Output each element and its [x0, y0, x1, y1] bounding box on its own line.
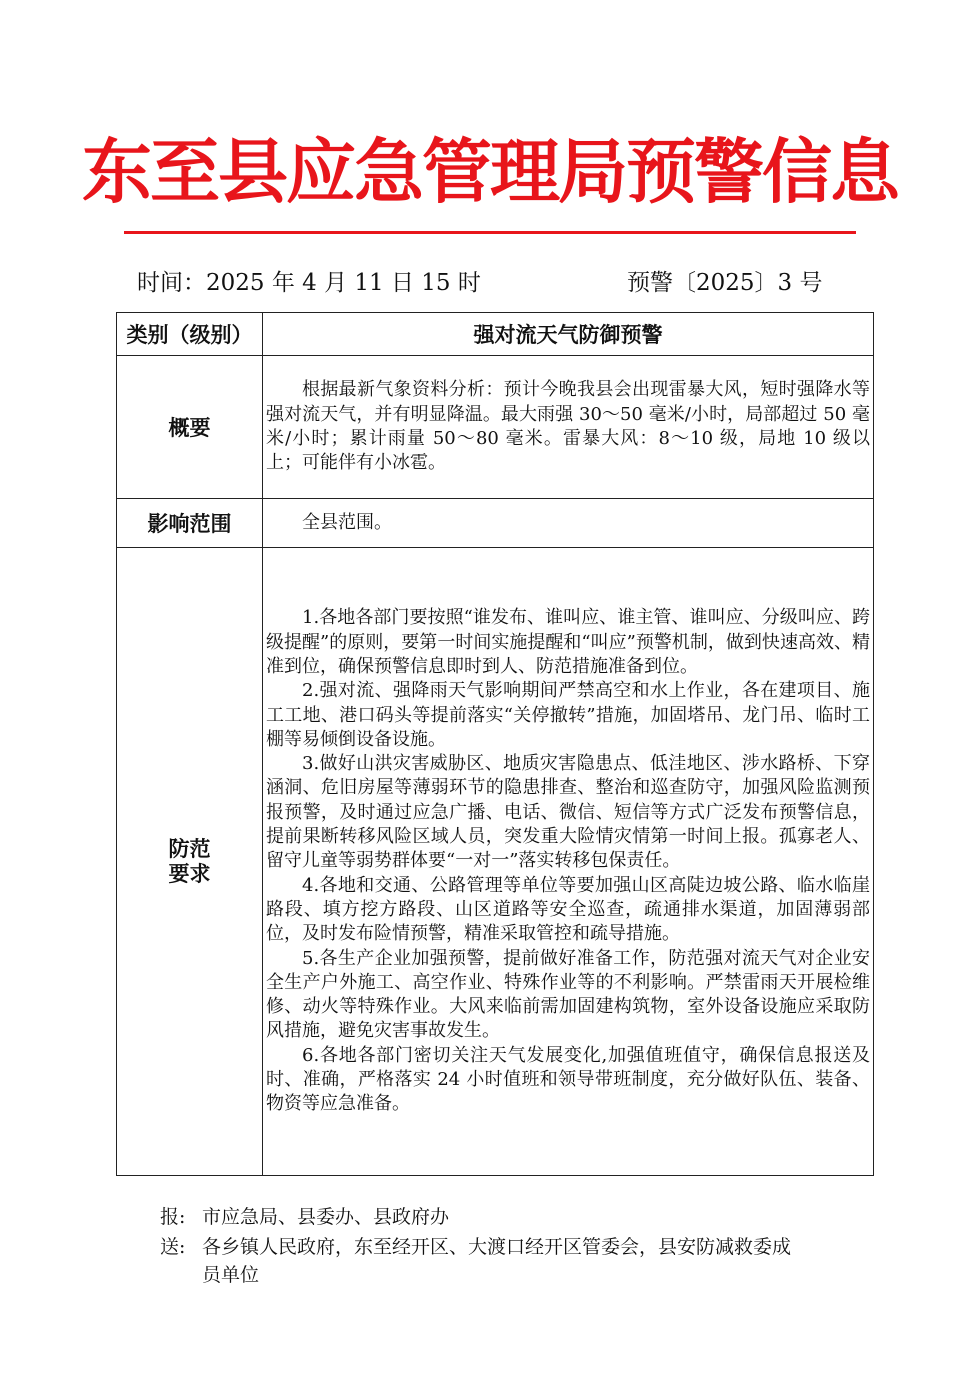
requirements-label-line1: 防范	[168, 836, 211, 861]
requirements-label-line2: 要求	[168, 861, 211, 886]
category-label: 类别（级别）	[117, 313, 263, 356]
title-underline	[124, 231, 856, 234]
warning-title: 强对流天气防御预警	[263, 313, 874, 356]
requirement-item: 4.各地和交通、公路管理等单位等要加强山区高陡边坡公路、临水临崖路段、填方挖方路段、山区道路等安全巡查，疏通排水渠道，加固薄弱部位，及时发布险情预警，精准采取管控和疏导措施。	[266, 874, 870, 945]
requirement-item: 2.强对流、强降雨天气影响期间严禁高空和水上作业，各在建项目、施工工地、港口码头等提前落实“关停撤转”措施，加固塔吊、龙门吊、临时工棚等易倾倒设备设施。	[266, 680, 870, 750]
requirement-item: 5.各生产企业加强预警，提前做好准备工作，防范强对流天气对企业安全生产户外施工、高空作业、特殊作业等的不利影响。严禁雷雨天开展检维修、动火等特殊作业。大风来临前需加固建构筑物，室外设备设施应采取防风措施，避免灾害事故发生。	[266, 947, 870, 1042]
report-to-line	[160, 1203, 449, 1231]
warning-table	[116, 312, 874, 1176]
document-title: 东至县应急管理局预警信息	[82, 131, 898, 213]
requirement-item: 6.各地各部门密切关注天气发展变化,加强值班值守，确保信息报送及时、准确，严格落实 24 小时值班和领导带班制度，充分做好队伍、装备、物资等应急准备。	[266, 1044, 870, 1115]
requirements-cell	[263, 548, 874, 1176]
issue-time: 时间：2025 年 4 月 11 日 15 时	[137, 270, 481, 296]
scope-label: 影响范围	[117, 499, 263, 548]
requirements-label	[117, 548, 263, 1176]
document-number: 预警〔2025〕3 号	[627, 270, 823, 296]
send-key: 送:	[160, 1236, 186, 1258]
summary-label: 概要	[117, 356, 263, 499]
requirement-item: 1.各地各部门要按照“谁发布、谁叫应、谁主管、谁叫应、分级叫应、跨级提醒”的原则，要第一时间实施提醒和“叫应”预警机制，做到快速高效、精准到位，确保预警信息即时到人、防范措施准备到位。	[266, 607, 870, 677]
send-to-line	[160, 1233, 791, 1289]
summary-text-cell	[263, 356, 874, 499]
summary-row	[117, 356, 874, 499]
send-recipients-line1: 各乡镇人民政府，东至经开区、大渡口经开区管委会，县安防减救委成	[202, 1236, 792, 1258]
summary-text: 根据最新气象资料分析：预计今晚我县会出现雷暴大风，短时强降水等强对流天气，并有明显降温。最大雨强 30～50 毫米/小时，局部超过 50 毫米/小时；累计雨量 50～80 毫米。雷暴大风：8～10 级，局地 10 级以上；可能伴有小冰雹。	[266, 379, 870, 474]
scope-text-cell	[263, 499, 874, 548]
send-recipients-line2: 员单位	[202, 1264, 260, 1286]
requirement-item: 3.做好山洪灾害威胁区、地质灾害隐患点、低洼地区、涉水路桥、下穿涵洞、危旧房屋等薄弱环节的隐患排查、整治和巡查防守，加强风险监测预报预警，及时通过应急广播、电话、微信、短信等方式广泛发布预警信息，提前果断转移风险区域人员，突发重大险情灾情第一时间上报。孤寡老人、留守儿童等弱势群体要“一对一”落实转移包保责任。	[266, 753, 870, 872]
requirements-row	[117, 548, 874, 1176]
scope-row	[117, 499, 874, 548]
report-recipients: 市应急局、县委办、县政府办	[202, 1206, 450, 1228]
scope-text: 全县范围。	[302, 511, 392, 533]
report-key: 报:	[160, 1206, 186, 1228]
table-header-row	[117, 313, 874, 356]
